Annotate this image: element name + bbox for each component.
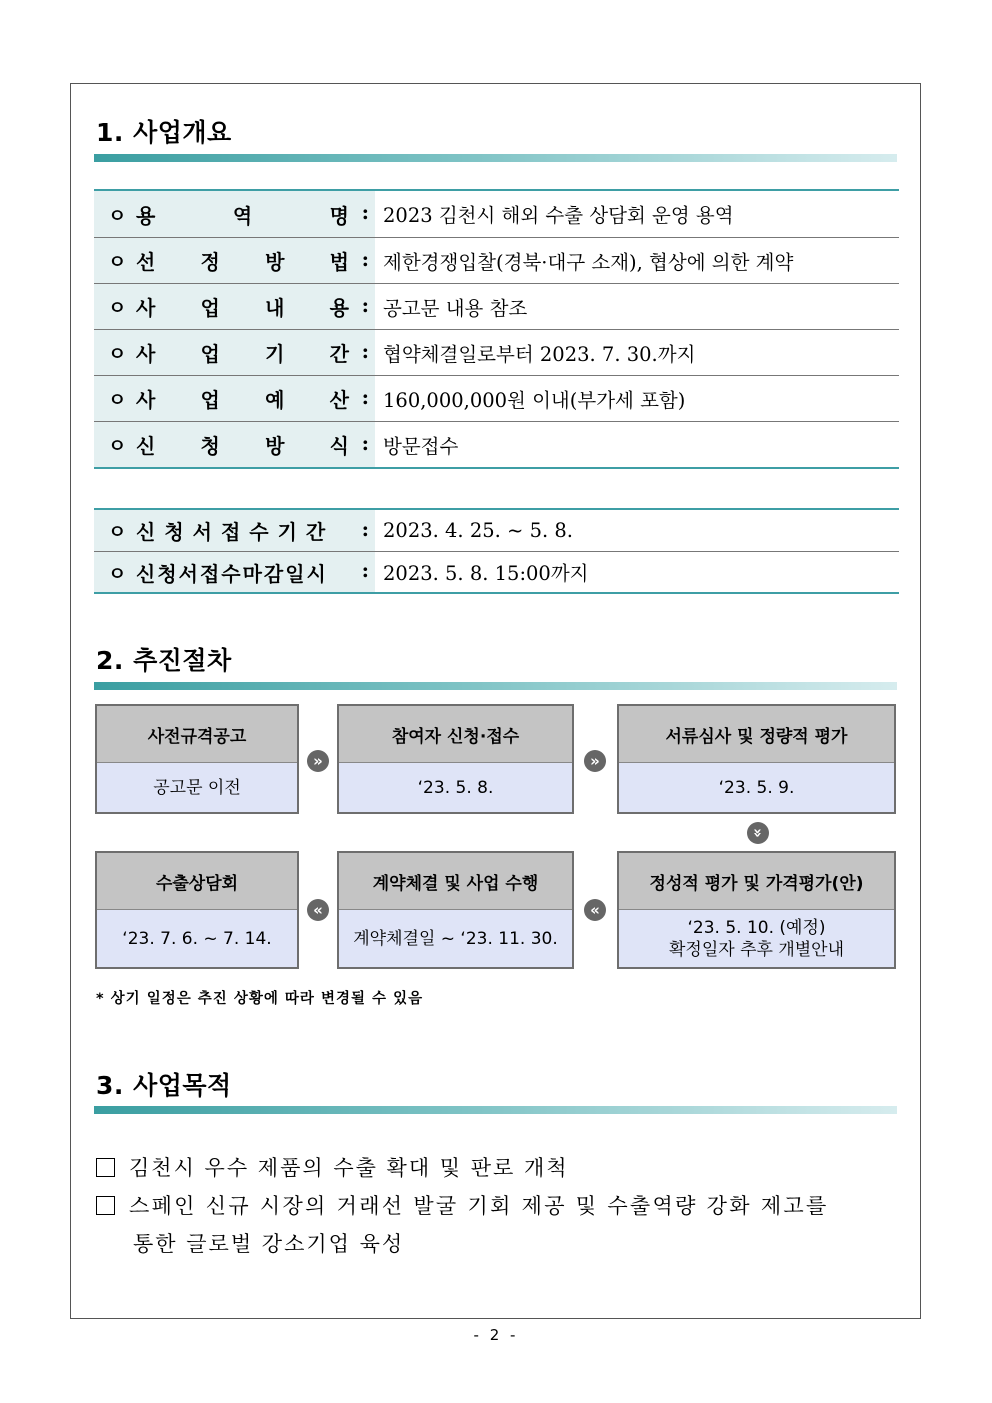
- label-char: 정: [200, 250, 220, 274]
- bullet-icon: ㅇ: [108, 343, 127, 365]
- section-1-underline: [94, 154, 897, 162]
- label-char: 용: [329, 296, 349, 320]
- purpose-item: [96, 1152, 569, 1182]
- row-label: [94, 552, 375, 592]
- section-2-title: 2. 추진절차: [96, 646, 232, 675]
- checkbox-icon: [96, 1158, 115, 1177]
- step-export-consultation: [95, 851, 299, 969]
- bullet-icon: ㅇ: [108, 251, 127, 273]
- step-date: 계약체결일 ~ ‘23. 11. 30.: [353, 928, 558, 949]
- colon: :: [361, 246, 369, 271]
- step-title: 계약체결 및 사업 수행: [339, 853, 572, 910]
- step-prior-notice: [95, 704, 299, 814]
- label-char: 업: [200, 296, 220, 320]
- overview-row: [94, 421, 899, 467]
- label-char: 식: [329, 434, 349, 458]
- step-application: [337, 704, 574, 814]
- step-title: 참여자 신청·접수: [339, 706, 572, 763]
- step-title: 수출상담회: [97, 853, 297, 910]
- label-char: 내: [265, 296, 285, 320]
- label-char: 사: [136, 388, 156, 412]
- step-date-note: 확정일자 추후 개별안내: [668, 939, 845, 960]
- label-char: 업: [200, 388, 220, 412]
- label-char: 기: [265, 342, 285, 366]
- colon: :: [361, 430, 369, 455]
- bullet-icon: ㅇ: [108, 521, 127, 543]
- label-text: 신청서접수기간: [136, 520, 335, 544]
- arrow-left-icon: «: [584, 899, 606, 921]
- row-value: 2023. 4. 25. ~ 5. 8.: [383, 519, 573, 542]
- purpose-text: 스페인 신규 시장의 거래선 발굴 기회 제공 및 수출역량 강화 제고를: [129, 1194, 829, 1218]
- row-label: [94, 330, 375, 375]
- label-char: 신: [136, 434, 156, 458]
- row-value: 방문접수: [383, 434, 459, 458]
- deadline-row: [94, 551, 899, 592]
- section-3-underline: [94, 1106, 897, 1114]
- step-title: 정성적 평가 및 가격평가(안): [619, 853, 894, 910]
- row-label: [94, 191, 375, 237]
- step-date: 공고문 이전: [153, 777, 241, 798]
- overview-table: [94, 189, 899, 469]
- overview-row: [94, 375, 899, 421]
- step-qualitative-evaluation: [617, 851, 896, 969]
- step-date: ‘23. 5. 8.: [417, 777, 494, 798]
- bullet-icon: ㅇ: [108, 562, 127, 585]
- label-text: 신청서접수마감일시: [136, 561, 328, 586]
- purpose-item: [96, 1190, 829, 1220]
- step-contract: [337, 851, 574, 969]
- page-number: - 2 -: [473, 1326, 519, 1344]
- overview-row: [94, 237, 899, 283]
- arrow-left-icon: «: [307, 899, 329, 921]
- deadline-table: [94, 508, 899, 594]
- colon: :: [361, 338, 369, 363]
- colon: :: [361, 384, 369, 409]
- schedule-note: * 상기 일정은 추진 상황에 따라 변경될 수 있음: [96, 991, 424, 1007]
- colon: :: [361, 292, 369, 317]
- bullet-icon: ㅇ: [108, 297, 127, 319]
- row-label: [94, 284, 375, 329]
- overview-row: [94, 329, 899, 375]
- section-2-underline: [94, 682, 897, 690]
- overview-row: [94, 283, 899, 329]
- purpose-text: 김천시 우수 제품의 수출 확대 및 판로 개척: [129, 1156, 569, 1180]
- label-char: 사: [136, 296, 156, 320]
- step-date: ‘23. 7. 6. ~ 7. 14.: [122, 928, 272, 949]
- label-char: 법: [329, 250, 349, 274]
- label-char: 역: [232, 203, 253, 228]
- label-char: 간: [329, 342, 349, 366]
- step-document-review: [617, 704, 896, 814]
- label-char: 방: [265, 434, 285, 458]
- arrow-right-icon: »: [307, 750, 329, 772]
- row-label: [94, 422, 375, 467]
- step-title: 서류심사 및 정량적 평가: [619, 706, 894, 763]
- row-label: [94, 238, 375, 283]
- arrow-down-icon: »: [747, 822, 769, 844]
- row-value: 협약체결일로부터 2023. 7. 30.까지: [383, 342, 696, 366]
- label-char: 명: [329, 203, 349, 228]
- label-char: 업: [200, 342, 220, 366]
- label-char: 사: [136, 342, 156, 366]
- row-label: [94, 376, 375, 421]
- label-char: 방: [265, 250, 285, 274]
- arrow-right-icon: »: [584, 750, 606, 772]
- checkbox-icon: [96, 1196, 115, 1215]
- label-char: 용: [136, 203, 156, 228]
- section-3-title: 3. 사업목적: [96, 1071, 232, 1100]
- colon: :: [361, 516, 369, 541]
- step-date: ‘23. 5. 10. (예정): [687, 917, 826, 938]
- row-value: 공고문 내용 참조: [383, 296, 528, 320]
- deadline-row: [94, 510, 899, 551]
- row-value: 2023. 5. 8. 15:00까지: [383, 562, 589, 585]
- section-1-title: 1. 사업개요: [96, 118, 232, 147]
- step-title: 사전규격공고: [97, 706, 297, 763]
- row-label: [94, 510, 375, 551]
- label-char: 산: [329, 388, 349, 412]
- label-char: 선: [136, 250, 156, 274]
- row-value: 2023 김천시 해외 수출 상담회 운영 용역: [383, 204, 734, 227]
- bullet-icon: ㅇ: [108, 204, 127, 227]
- colon: :: [361, 200, 369, 224]
- bullet-icon: ㅇ: [108, 435, 127, 457]
- bullet-icon: ㅇ: [108, 389, 127, 411]
- row-value: 160,000,000원 이내(부가세 포함): [383, 388, 686, 412]
- label-char: 예: [265, 388, 285, 412]
- step-date: ‘23. 5. 9.: [718, 777, 795, 798]
- overview-row: [94, 191, 899, 237]
- row-value: 제한경쟁입찰(경북·대구 소재), 협상에 의한 계약: [383, 250, 794, 274]
- label-char: 청: [200, 434, 220, 458]
- purpose-item-continued: 통한 글로벌 강소기업 육성: [133, 1232, 405, 1256]
- colon: :: [361, 558, 369, 582]
